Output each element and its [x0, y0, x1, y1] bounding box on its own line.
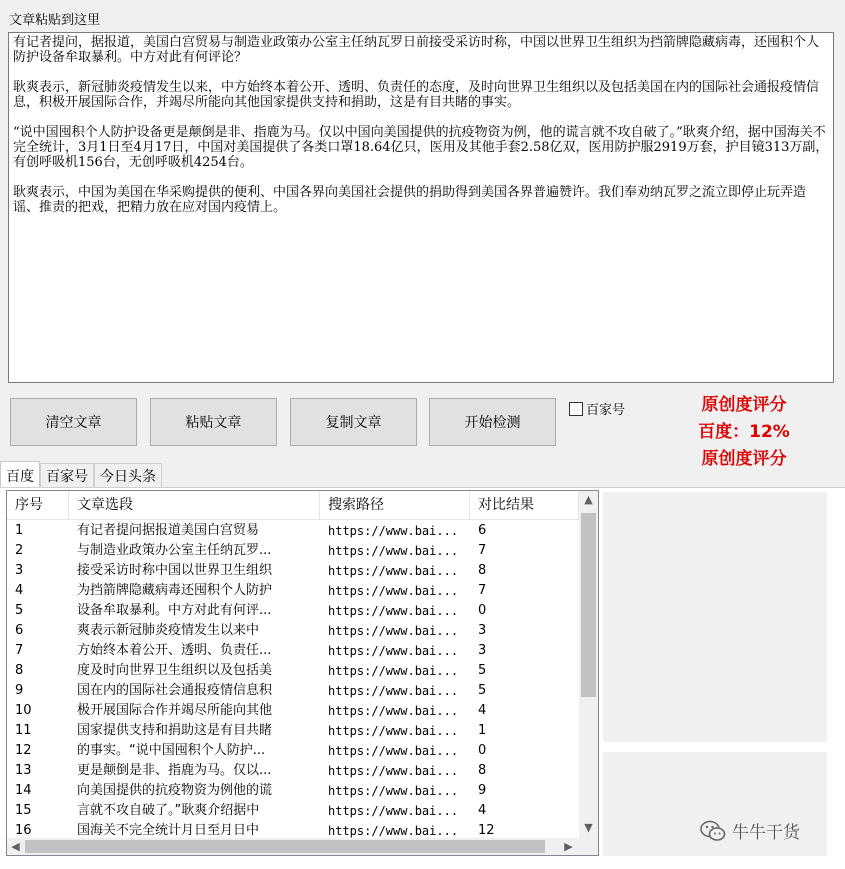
clear-article-button[interactable]: 清空文章 [10, 398, 137, 446]
row-search-path: https://www.bai... [328, 784, 459, 798]
row-result: 12 [478, 823, 495, 838]
article-paragraph: “说中国囤积个人防护设备更是颠倒是非、指鹿为马。仅以中国向美国提供的抗疫物资为例，他的谎言就不攻自破了。”耿爽介绍，据中国海关不完全统计，3月1日至4月17日，中国对美国提供了各类口罩18.64亿只，医用及其他手套2.58亿双，医用防护服2919万套，护目镜313万副，有创呼吸机156台，无创呼吸机4254台。 [13, 125, 829, 170]
row-index: 11 [15, 723, 32, 738]
tab-toutiao[interactable]: 今日头条 [94, 463, 162, 488]
watermark [700, 818, 800, 843]
row-excerpt: 有记者提问据报道美国白宫贸易 [77, 523, 260, 538]
row-search-path: https://www.bai... [328, 584, 459, 598]
scrollbar-corner [579, 838, 598, 855]
row-search-path: https://www.bai... [328, 524, 459, 538]
scroll-left-icon[interactable]: ◀ [11, 840, 20, 853]
baijiahao-checkbox[interactable] [569, 399, 625, 418]
row-search-path: https://www.bai... [328, 764, 459, 778]
row-excerpt: 方始终本着公开、透明、负责任... [77, 643, 272, 658]
table-row[interactable] [7, 541, 579, 561]
article-paragraph: 有记者提问，据报道，美国白宫贸易与制造业政策办公室主任纳瓦罗日前接受采访时称，中国以世界卫生组织为挡箭牌隐藏病毒，还囤积个人防护设备牟取暴利。中方对此有何评论？ [13, 35, 820, 65]
header-result[interactable]: 对比结果 [470, 491, 579, 519]
start-detect-button[interactable]: 开始检测 [429, 398, 556, 446]
row-index: 7 [15, 643, 24, 658]
row-result: 0 [478, 603, 487, 618]
row-excerpt: 国在内的国际社会通报疫情信息积 [77, 683, 273, 698]
table-header [7, 491, 579, 520]
row-excerpt: 接受采访时称中国以世界卫生组织 [77, 563, 273, 578]
row-search-path: https://www.bai... [328, 544, 459, 558]
originality-score [680, 392, 808, 473]
score-value: 百度：12% [698, 422, 790, 442]
row-result: 9 [478, 783, 487, 798]
row-result: 5 [478, 663, 487, 678]
row-result: 4 [478, 703, 487, 718]
checkbox-label: 百家号 [586, 403, 626, 418]
article-textarea[interactable] [8, 32, 834, 383]
row-index: 8 [15, 663, 24, 678]
row-excerpt: 向美国提供的抗疫物资为例他的谎 [77, 783, 273, 798]
row-excerpt: 为挡箭牌隐藏病毒还囤积个人防护 [77, 583, 273, 598]
row-index: 4 [15, 583, 24, 598]
row-excerpt: 的事实。“说中国囤积个人防护... [77, 743, 266, 758]
row-result: 4 [478, 803, 487, 818]
row-index: 16 [15, 823, 32, 838]
row-result: 3 [478, 643, 487, 658]
row-search-path: https://www.bai... [328, 804, 459, 818]
table-row[interactable] [7, 561, 579, 581]
table-row[interactable] [7, 741, 579, 761]
row-result: 3 [478, 623, 487, 638]
table-row[interactable] [7, 761, 579, 781]
row-excerpt: 度及时向世界卫生组织以及包括美 [77, 663, 273, 678]
row-search-path: https://www.bai... [328, 664, 459, 678]
row-search-path: https://www.bai... [328, 824, 459, 838]
result-tabs [0, 461, 162, 487]
table-row[interactable] [7, 601, 579, 621]
scroll-right-icon[interactable]: ▶ [564, 840, 573, 853]
row-excerpt: 极开展国际合作并竭尽所能向其他 [77, 703, 273, 718]
table-body [7, 521, 579, 841]
tab-baidu[interactable]: 百度 [0, 461, 40, 489]
row-excerpt: 与制造业政策办公室主任纳瓦罗... [77, 543, 272, 558]
row-index: 1 [15, 523, 24, 538]
row-index: 12 [15, 743, 32, 758]
row-result: 0 [478, 743, 487, 758]
header-excerpt[interactable]: 文章选段 [69, 491, 320, 519]
table-row[interactable] [7, 621, 579, 641]
row-index: 6 [15, 623, 24, 638]
row-result: 8 [478, 763, 487, 778]
preview-panel [603, 492, 827, 742]
score-title-repeat: 原创度评分 [701, 449, 787, 469]
row-search-path: https://www.bai... [328, 624, 459, 638]
row-excerpt: 言就不攻自破了。”耿爽介绍据中 [77, 803, 260, 818]
score-title: 原创度评分 [701, 395, 787, 415]
horizontal-scroll-thumb[interactable] [25, 840, 545, 853]
horizontal-scrollbar[interactable] [7, 838, 579, 855]
row-excerpt: 更是颠倒是非、指鹿为马。仅以... [77, 763, 272, 778]
table-row[interactable] [7, 641, 579, 661]
row-excerpt: 国海关不完全统计月日至月日中 [77, 823, 260, 838]
row-index: 15 [15, 803, 32, 818]
table-row[interactable] [7, 661, 579, 681]
row-result: 5 [478, 683, 487, 698]
article-label: 文章粘贴到这里 [9, 13, 101, 28]
row-index: 13 [15, 763, 32, 778]
wechat-icon [700, 820, 726, 842]
article-paragraph: 耿爽表示，新冠肺炎疫情发生以来，中方始终本着公开、透明、负责任的态度，及时向世界卫生组织以及包括美国在内的国际社会通报疫情信息，积极开展国际合作，并竭尽所能向其他国家提供支持和捐助，这是有目共睹的事实。 [13, 80, 820, 110]
row-excerpt: 爽表示新冠肺炎疫情发生以来中 [77, 623, 260, 638]
table-row[interactable] [7, 701, 579, 721]
table-row[interactable] [7, 681, 579, 701]
row-excerpt: 国家提供支持和捐助这是有目共睹 [77, 723, 273, 738]
row-result: 6 [478, 523, 487, 538]
row-search-path: https://www.bai... [328, 744, 459, 758]
table-row[interactable] [7, 801, 579, 821]
header-search-path[interactable]: 搜索路径 [320, 491, 470, 519]
watermark-text: 牛牛干货 [732, 823, 800, 843]
row-search-path: https://www.bai... [328, 704, 459, 718]
table-row[interactable] [7, 721, 579, 741]
row-result: 7 [478, 583, 487, 598]
row-search-path: https://www.bai... [328, 684, 459, 698]
table-row[interactable] [7, 581, 579, 601]
results-table[interactable] [6, 490, 599, 856]
vertical-scrollbar[interactable] [579, 491, 598, 838]
table-row[interactable] [7, 781, 579, 801]
table-row[interactable] [7, 521, 579, 541]
scroll-up-icon[interactable]: ▲ [584, 493, 593, 506]
row-search-path: https://www.bai... [328, 564, 459, 578]
tab-baijiahao[interactable]: 百家号 [40, 463, 94, 488]
paste-article-button[interactable]: 粘贴文章 [150, 398, 277, 446]
article-paragraph: 耿爽表示，中国为美国在华采购提供的便利、中国各界向美国社会提供的捐助得到美国各界普遍赞许。我们奉劝纳瓦罗之流立即停止玩弄造谣、推责的把戏，把精力放在应对国内疫情上。 [13, 185, 807, 215]
row-index: 10 [15, 703, 32, 718]
row-index: 3 [15, 563, 24, 578]
row-index: 14 [15, 783, 32, 798]
header-index[interactable]: 序号 [7, 491, 69, 519]
row-index: 5 [15, 603, 24, 618]
row-search-path: https://www.bai... [328, 724, 459, 738]
row-result: 8 [478, 563, 487, 578]
checkbox-box[interactable] [569, 402, 583, 416]
row-result: 7 [478, 543, 487, 558]
scroll-down-icon[interactable]: ▼ [584, 821, 593, 834]
copy-article-button[interactable]: 复制文章 [290, 398, 417, 446]
row-search-path: https://www.bai... [328, 644, 459, 658]
row-index: 9 [15, 683, 24, 698]
row-index: 2 [15, 543, 24, 558]
row-result: 1 [478, 723, 487, 738]
row-search-path: https://www.bai... [328, 604, 459, 618]
row-excerpt: 设备牟取暴利。中方对此有何评... [77, 603, 272, 618]
vertical-scroll-thumb[interactable] [581, 513, 596, 697]
